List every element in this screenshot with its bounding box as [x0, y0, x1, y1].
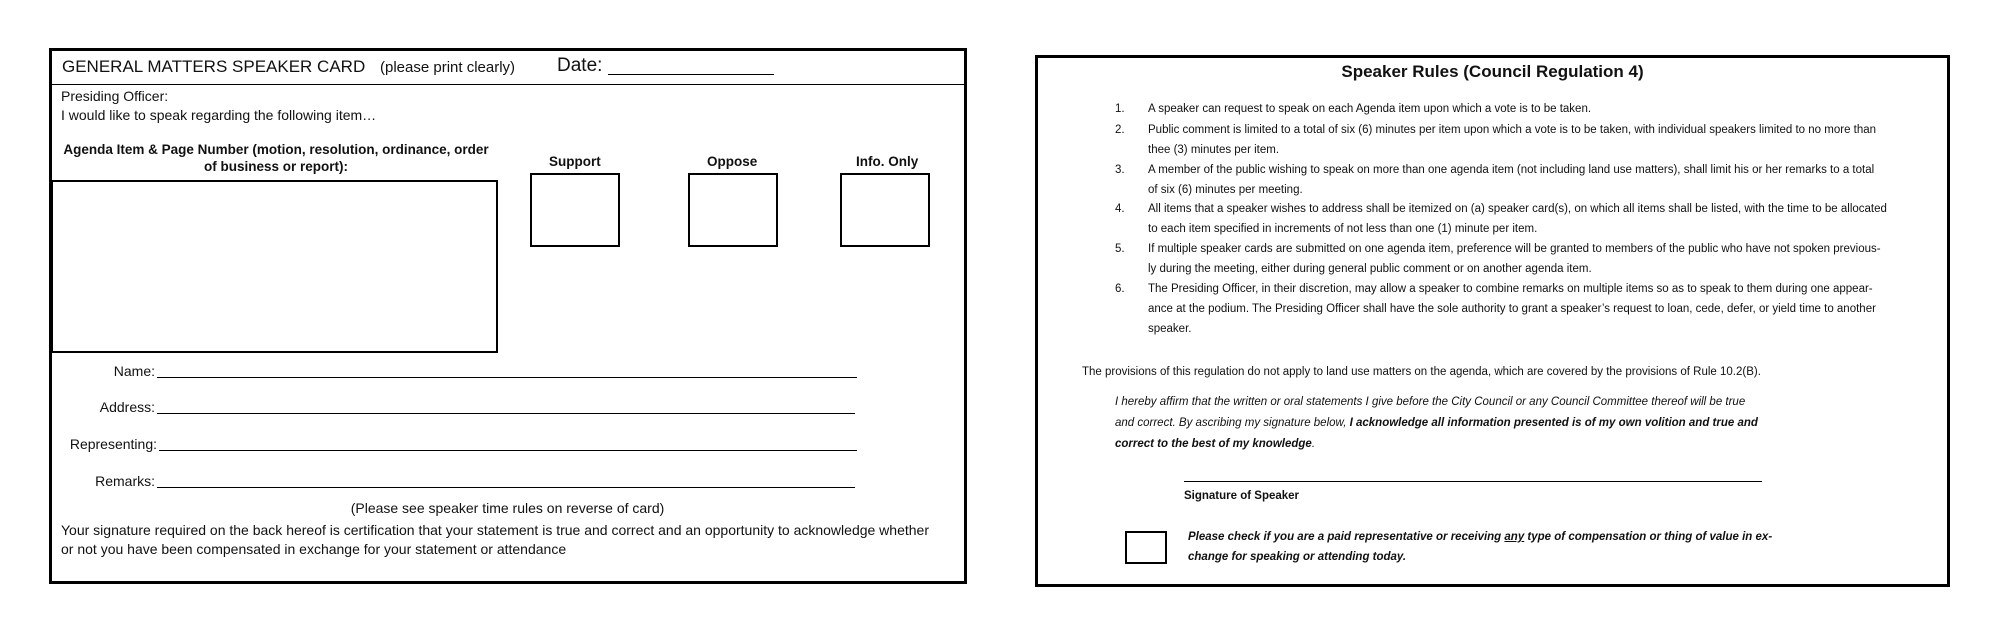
rule-3-number: 3.: [1115, 164, 1125, 176]
representing-label: Representing:: [69, 436, 157, 452]
representing-line[interactable]: [159, 450, 857, 451]
date-label: Date:: [557, 55, 603, 76]
affirmation-text: I hereby affirm that the written or oral statements I give before the City Council or any Council Committee thereof will be true and correct. By ascribing my signature below, I acknowledge all information presented is of my own volition and true and correct to the best of my knowledge.: [1115, 396, 1758, 450]
rule-5-number: 5.: [1115, 243, 1125, 255]
rule-4-text: All items that a speaker wishes to address shall be itemized on (a) speaker card(s), on which all items shall be listed, with the time to be allocated to each item specified in increments of not less than one (1) minute per item.: [1148, 203, 1887, 235]
agenda-item-input-box[interactable]: [51, 180, 498, 353]
rule-2-text: Public comment is limited to a total of six (6) minutes per item upon which a vote is to be taken, with individual speakers limited to no more than thee (3) minutes per item.: [1148, 124, 1877, 156]
speak-regarding-text: I would like to speak regarding the following item…: [61, 107, 377, 123]
name-line[interactable]: [157, 377, 857, 378]
info-only-checkbox[interactable]: [840, 173, 930, 247]
oppose-label: Oppose: [707, 154, 758, 169]
remarks-line[interactable]: [157, 487, 855, 488]
address-line[interactable]: [157, 413, 855, 414]
rule-6-text: The Presiding Officer, in their discretion, may allow a speaker to combine remarks on multiple items so as to speak to them during one appear- ance at the podium. The Presiding Officer shall have the sole authority to grant a speaker’s request to loan, cede, defer, or yield time to another speaker.: [1148, 283, 1876, 335]
remarks-label: Remarks:: [95, 473, 155, 489]
time-rules-note: (Please see speaker time rules on reverse of card): [350, 500, 665, 516]
rule-5-text: If multiple speaker cards are submitted on one agenda item, preference will be granted to members of the public who have not spoken previous- ly during the meeting, either during general public comment or on another agenda item.: [1148, 243, 1881, 275]
rule-3-text: A member of the public wishing to speak on more than one agenda item (not including land use matters), shall limit his or her remarks to a total of six (6) minutes per meeting.: [1148, 164, 1875, 196]
rules-title: Speaker Rules (Council Regulation 4): [1341, 62, 1644, 81]
presiding-officer-label: Presiding Officer:: [61, 88, 169, 104]
signature-note: Your signature required on the back hereof is certification that your statement is true and correct and an opportunity to acknowledge whether or not you have been compensated in exchange for your statement or attendance: [61, 522, 929, 557]
rule-4-number: 4.: [1115, 203, 1125, 215]
oppose-checkbox[interactable]: [688, 173, 778, 247]
signature-line[interactable]: [1184, 481, 1762, 482]
signature-label: Signature of Speaker: [1184, 490, 1300, 502]
agenda-item-label: Agenda Item & Page Number (motion, resolution, ordinance, order of business or report):: [63, 142, 489, 174]
address-label: Address:: [99, 399, 155, 415]
print-note: (please print clearly): [380, 59, 516, 76]
paid-representative-text: Please check if you are a paid representative or receiving any type of compensation or thing of value in ex- change for speaking or attending today.: [1188, 531, 1773, 563]
info-only-label: Info. Only: [856, 154, 919, 169]
rule-2-number: 2.: [1115, 124, 1125, 136]
rule-1-number: 1.: [1115, 103, 1125, 115]
paid-representative-checkbox[interactable]: [1125, 531, 1167, 564]
date-line[interactable]: [608, 74, 774, 75]
rule-1-text: A speaker can request to speak on each Agenda item upon which a vote is to be taken.: [1148, 103, 1592, 115]
rule-6-number: 6.: [1115, 283, 1125, 295]
provisions-text: The provisions of this regulation do not apply to land use matters on the agenda, which are covered by the provisions of Rule 10.2(B).: [1082, 366, 1761, 378]
support-label: Support: [549, 154, 601, 169]
name-label: Name:: [113, 363, 155, 379]
support-checkbox[interactable]: [530, 173, 620, 247]
front-header-divider: [51, 84, 965, 85]
card-title: GENERAL MATTERS SPEAKER CARD: [62, 57, 366, 76]
